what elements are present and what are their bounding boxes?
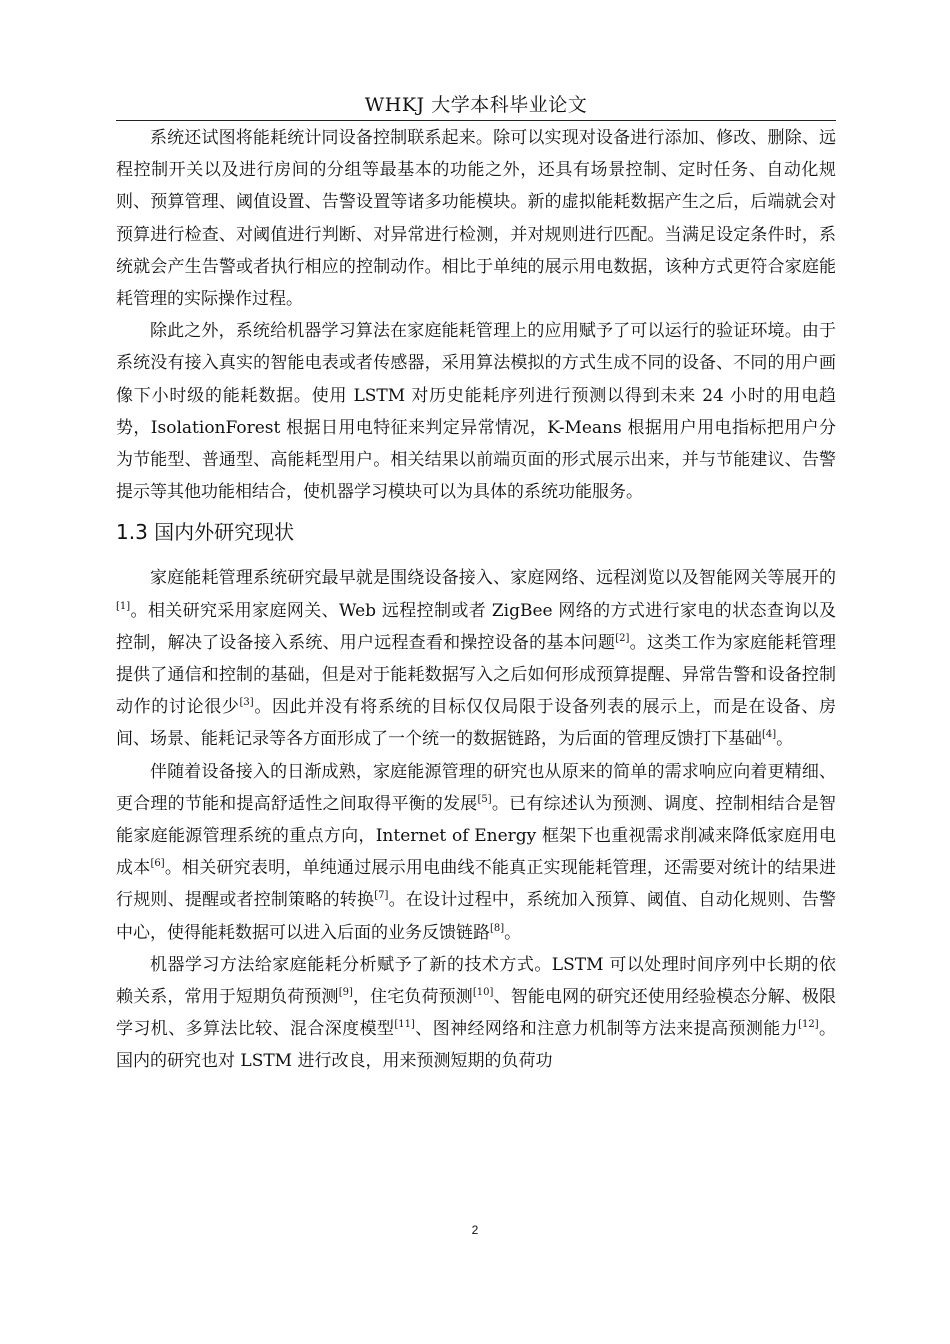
paragraph-text: 。这类工作为家庭能耗管理提供了通信和控制的基础，但是对于能耗数据写入之后如何形成预算提醒、异常告警和设备控制动作的讨论很少 — [116, 632, 837, 718]
citation-ref[interactable]: [3] — [239, 697, 254, 709]
paragraph-text: 。 — [504, 922, 522, 943]
paragraph-text: ，住宅负荷预测 — [352, 987, 473, 1008]
page-body — [116, 122, 836, 1078]
body-paragraph: 系统还试图将能耗统计同设备控制联系起来。除可以实现对设备进行添加、修改、删除、远程控制开关以及进行房间的分组等最基本的功能之外，还具有场景控制、定时任务、自动化规则、预算管理、阈值设置、告警设置等诸多功能模块。新的虚拟能耗数据产生之后，后端就会对预算进行检查、对阈值进行判断、对异常进行检测，并对规则进行匹配。当满足设定条件时，系统就会产生告警或者执行相应的控制动作。相比于单纯的展示用电数据，该种方式更符合家庭能耗管理的实际操作过程。 — [116, 128, 836, 310]
paragraph-text: 、图神经网络和注意力机制等方法来提高预测能力 — [414, 1019, 799, 1040]
paragraph-text: 。相关研究采用家庭网关、Web 远程控制或者 ZigBee 网络的方式进行家电的状态查询以及控制，解决了设备接入系统、用户远程查看和操控设备的基本问题 — [116, 600, 836, 653]
paragraph-text: 家庭能耗管理系统研究最早就是围绕设备接入、家庭网络、远程浏览以及智能网关等展开的 — [150, 568, 836, 589]
page-number: 2 — [471, 1223, 479, 1237]
citation-ref[interactable]: [12] — [798, 1019, 819, 1031]
paragraph-text: 。国内的研究也对 LSTM 进行改良，用来预测短期的负荷功 — [116, 1019, 837, 1072]
citation-ref[interactable]: [9] — [338, 987, 353, 999]
paragraph-text: 。已有综述认为预测、调度、控制相结合是智能家庭能源管理系统的重点方向，Internet of Energy 框架下也重视需求削减来降低家庭用电成本 — [116, 793, 837, 879]
citation-ref[interactable]: [10] — [472, 987, 494, 999]
body-paragraph — [116, 949, 836, 1078]
paragraph-text: 伴随着设备接入的日渐成熟，家庭能源管理的研究也从原来的简单的需求响应向着更精细、更合理的节能和提高舒适性之间取得平衡的发展 — [116, 761, 836, 814]
body-paragraph: 除此之外，系统给机器学习算法在家庭能耗管理上的应用赋予了可以运行的验证环境。由于系统没有接入真实的智能电表或者传感器，采用算法模拟的方式生成不同的设备、不同的用户画像下小时级的能耗数据。使用 LSTM 对历史能耗序列进行预测以得到未来 24 小时的用电趋势，IsolationForest 根据日用电特征来判定异常情况，K-Means 根据用户用电指标把用户分为节能型、普通型、高能耗型用户。相关结果以前端页面的形式展示出来，并与节能建议、告警提示等其他功能相结合，使机器学习模块可以为具体的系统功能服务。 — [116, 321, 836, 503]
paragraph-text: 。在设计过程中，系统加入预算、阈值、自动化规则、告警中心，使得能耗数据可以进入后面的业务反馈链路 — [116, 890, 837, 943]
citation-ref[interactable]: [2] — [615, 632, 630, 644]
citation-ref[interactable]: [7] — [374, 890, 389, 902]
citation-ref[interactable]: [6] — [150, 858, 165, 870]
section-heading: 1.3 国内外研究现状 — [116, 520, 295, 545]
header-divider — [116, 120, 836, 121]
paragraph-text: 。相关研究表明，单纯通过展示用电曲线不能真正实现能耗管理，还需要对统计的结果进行规则、提醒或者控制策略的转换 — [116, 858, 837, 911]
citation-ref[interactable]: [1] — [116, 600, 131, 612]
citation-ref[interactable]: [11] — [394, 1019, 415, 1031]
citation-ref[interactable]: [5] — [477, 793, 492, 805]
paragraph-text: 、智能电网的研究还使用经验模态分解、极限学习机、多算法比较、混合深度模型 — [116, 987, 837, 1040]
body-paragraph — [116, 562, 836, 755]
body-paragraph — [116, 756, 836, 949]
running-header: WHKJ 大学本科毕业论文 — [364, 94, 588, 116]
paragraph-text: 机器学习方法给家庭能耗分析赋予了新的技术方式。LSTM 可以处理时间序列中长期的依赖关系，常用于短期负荷预测 — [116, 954, 836, 1008]
citation-ref[interactable]: [8] — [490, 922, 505, 934]
paragraph-text: 。因此并没有将系统的目标仅仅局限于设备列表的展示上，而是在设备、房间、场景、能耗记录等各方面形成了一个统一的数据链路，为后面的管理反馈打下基础 — [116, 697, 837, 750]
citation-ref[interactable]: [4] — [762, 729, 777, 741]
paragraph-text: 。 — [776, 729, 794, 750]
